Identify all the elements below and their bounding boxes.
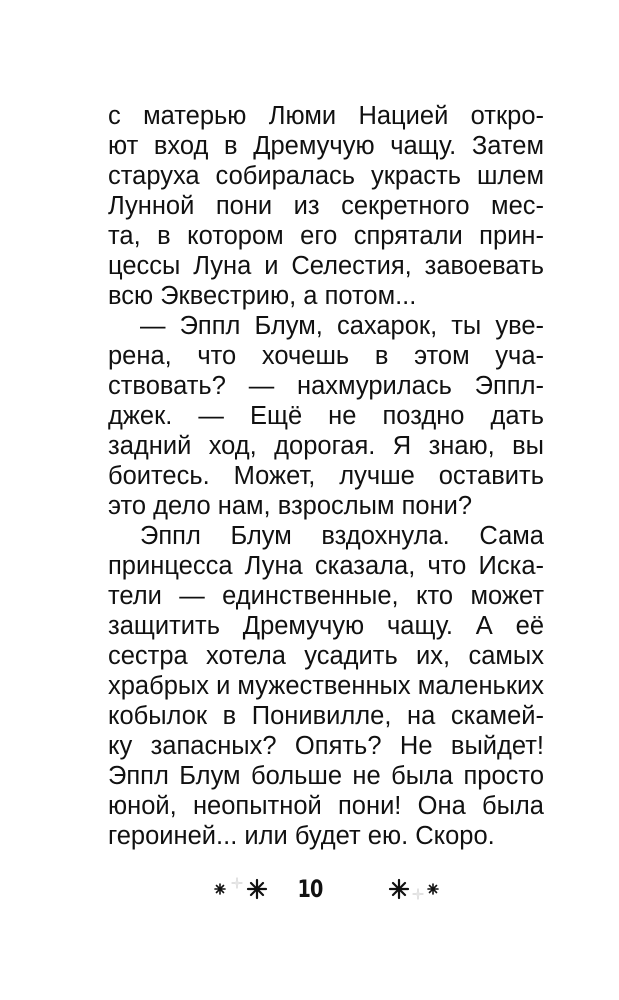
text-line: это дело нам, взрослым пони? [108, 492, 473, 520]
text-line: Эппл Блум больше не была просто [108, 762, 544, 790]
text-line: защитить Дремучую чащу. А её [108, 612, 544, 640]
text-line: задний ход, дорогая. Я знаю, вы [108, 432, 544, 460]
page-body-text [108, 101, 544, 851]
text-line: всю Эквестрию, а потом... [108, 282, 417, 310]
star-burst-icon [212, 872, 272, 906]
text-line: ку запасных? Опять? Не выйдет! [108, 732, 544, 760]
text-line: рена, что хочешь в этом уча- [108, 342, 544, 370]
text-line: юной, неопытной пони! Она была [108, 792, 544, 820]
text-line: тели — единственные, кто может [108, 582, 544, 610]
text-line: старуха собиралась украсть шлем [108, 162, 544, 190]
text-line: Лунной пони из секретного мес- [108, 192, 544, 220]
text-line: с матерью Люми Нацией откро- [108, 102, 544, 130]
text-line: ют вход в Дремучую чащу. Затем [108, 132, 544, 160]
text-line: принцесса Луна сказала, что Иска- [108, 552, 544, 580]
text-line: — Эппл Блум, сахарок, ты уве- [140, 312, 544, 340]
text-line: героиней... или будет ею. Скоро. [108, 822, 495, 850]
text-line: храбрых и мужественных маленьких [108, 672, 544, 700]
text-line: та, в котором его спрятали прин- [108, 222, 544, 250]
star-burst-icon [384, 872, 444, 906]
text-line: кобылок в Понивилле, на скамей- [108, 702, 544, 730]
page-number: 10 [297, 875, 323, 903]
text-line: ствовать? — нахмурилась Эппл- [108, 372, 544, 400]
page-footer [0, 872, 619, 906]
text-line: джек. — Ещё не поздно дать [108, 402, 544, 430]
text-line: Эппл Блум вздохнула. Сама [140, 522, 544, 550]
text-line: сестра хотела усадить их, самых [108, 642, 544, 670]
text-line: цессы Луна и Селестия, завоевать [108, 252, 544, 280]
text-line: боитесь. Может, лучше оставить [108, 462, 544, 490]
